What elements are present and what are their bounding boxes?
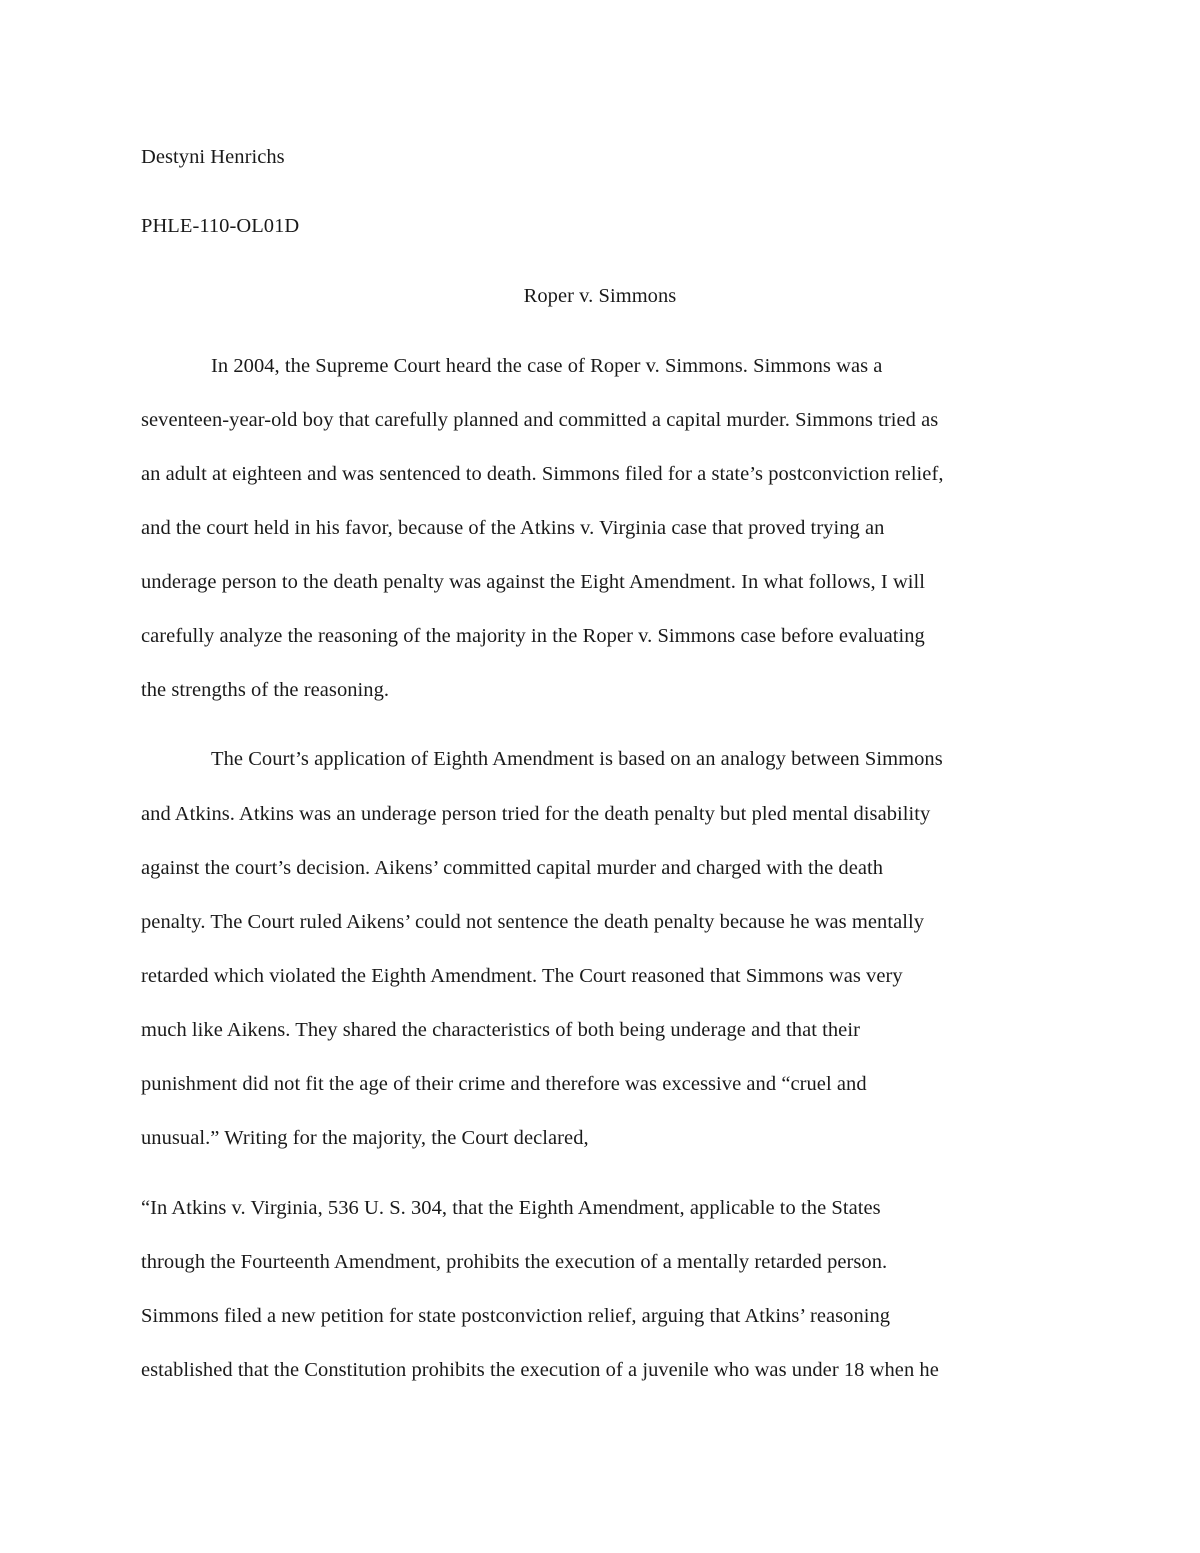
course-code: PHLE-110-OL01D [141,215,300,237]
paragraph-1-line-4: and the court held in his favor, because of the Atkins v. Virginia case that proved trying an [141,517,885,539]
paragraph-1-line-7: the strengths of the reasoning. [141,679,390,701]
paragraph-2-line-4: penalty. The Court ruled Aikens’ could not sentence the death penalty because he was mentally [141,911,925,933]
author-name: Destyni Henrichs [141,146,285,168]
paragraph-2-line-2: and Atkins. Atkins was an underage person tried for the death penalty but pled mental disability [141,803,931,825]
paragraph-1-line-3: an adult at eighteen and was sentenced to death. Simmons filed for a state’s postconviction relief, [141,463,944,485]
paragraph-2-line-7: punishment did not fit the age of their crime and therefore was excessive and “cruel and [141,1073,867,1095]
quote-line-1: “In Atkins v. Virginia, 536 U. S. 304, that the Eighth Amendment, applicable to the States [141,1197,881,1219]
paragraph-2-line-8: unusual.” Writing for the majority, the Court declared, [141,1127,589,1149]
quote-line-4: established that the Constitution prohibits the execution of a juvenile who was under 18 when he [141,1359,939,1381]
quote-line-2: through the Fourteenth Amendment, prohibits the execution of a mentally retarded person. [141,1251,888,1273]
essay-title: Roper v. Simmons [523,285,677,307]
quote-line-3: Simmons filed a new petition for state postconviction relief, arguing that Atkins’ reasoning [141,1305,891,1327]
paragraph-1-line-5: underage person to the death penalty was against the Eight Amendment. In what follows, I will [141,571,926,593]
paragraph-1-line-1: In 2004, the Supreme Court heard the case of Roper v. Simmons. Simmons was a [211,355,883,377]
paragraph-1-line-2: seventeen-year-old boy that carefully planned and committed a capital murder. Simmons tried as [141,409,939,431]
paragraph-2-line-1: The Court’s application of Eighth Amendment is based on an analogy between Simmons [211,748,943,770]
paragraph-2-line-3: against the court’s decision. Aikens’ committed capital murder and charged with the death [141,857,884,879]
paragraph-2-line-5: retarded which violated the Eighth Amendment. The Court reasoned that Simmons was very [141,965,903,987]
paragraph-1-line-6: carefully analyze the reasoning of the majority in the Roper v. Simmons case before evaluating [141,625,925,647]
paragraph-2-line-6: much like Aikens. They shared the characteristics of both being underage and that their [141,1019,860,1041]
